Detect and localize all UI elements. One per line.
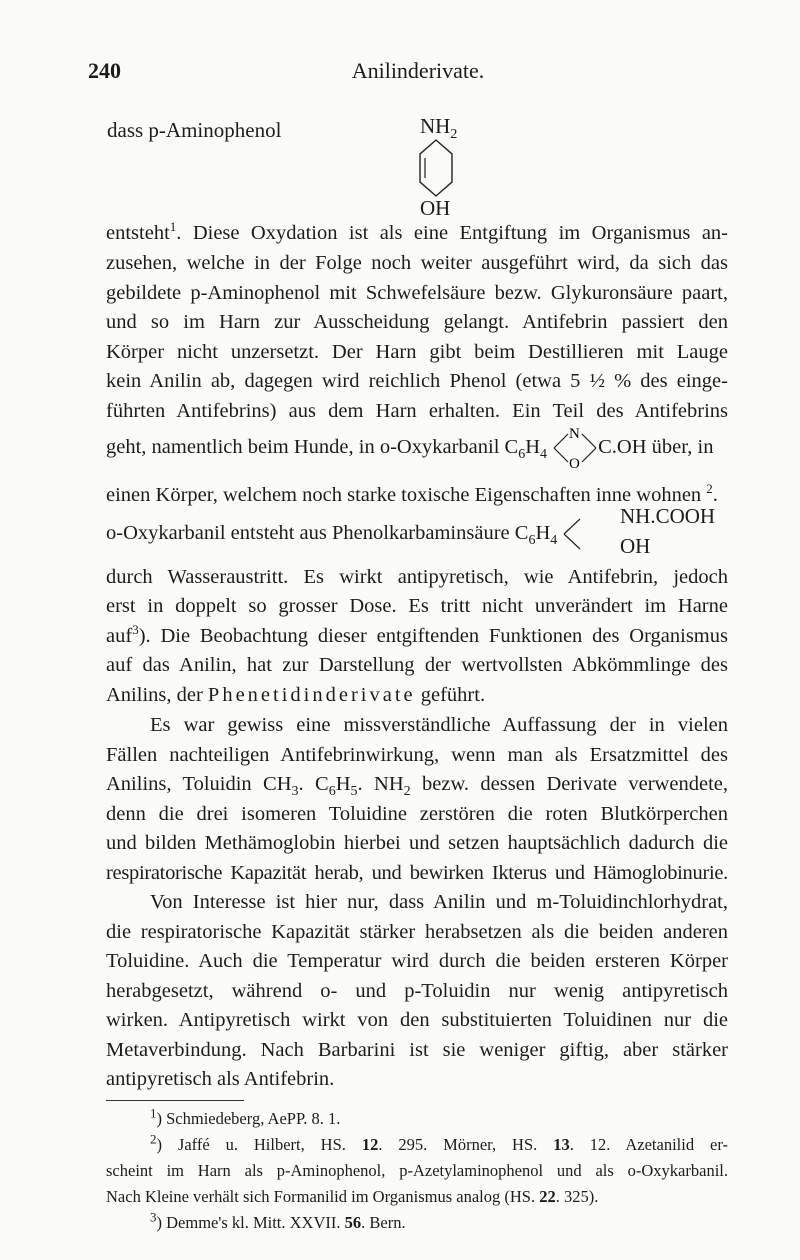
text-line: führten Antifebrins) aus dem Harn erhalten. Ein Teil des Antifebrins [106, 400, 728, 422]
subscript: 5 [350, 784, 358, 800]
text-line: Fällen nachteiligen Antifebrinwirkung, wenn man als Ersatzmittel des [106, 744, 728, 766]
text-line: antipyretisch als Antifebrin. [106, 1068, 335, 1090]
text-fragment: H [335, 773, 351, 795]
benzene-ring-icon [416, 138, 456, 198]
text-line: auf das Anilin, hat zur Darstellung der wertvollsten Abkömmlinge des [106, 654, 728, 676]
text-line: gebildete p-Aminophenol mit Schwefelsäure bezw. Glykuronsäure paart, [106, 282, 728, 304]
text-fragment: . [712, 484, 718, 506]
ring-atom-o: O [569, 456, 580, 471]
footnote-ref: 3 [132, 622, 139, 638]
volume-number: 12 [361, 1135, 379, 1154]
footnote-1 [106, 1106, 728, 1132]
text-line: Toluidine. Auch die Temperatur wird durch die beiden ersteren Körper [106, 950, 728, 972]
subscript: 4 [540, 447, 547, 463]
running-title: Anilinderivate. [351, 58, 485, 83]
text-line: respiratorische Kapazität herab, und bewirken Ikterus und Hämoglobinurie. [106, 862, 728, 884]
text-fragment: H [535, 522, 551, 544]
text-fragment: entsteht [106, 222, 170, 244]
text-fragment: ). Die Beobachtung dieser entgiftenden Funktionen des Organismus [138, 625, 728, 647]
text-line: Von Interesse ist hier nur, dass Anilin und m-Toluidinchlorhydrat, [150, 891, 728, 913]
footnote-text: . 12. Azetanilid er- [569, 1135, 728, 1154]
footnote-rule [106, 1100, 244, 1101]
text-fragment: Anilins, Toluidin CH [106, 773, 292, 795]
text-line: durch Wasseraustritt. Es wirkt antipyretisch, wie Antifebrin, jedoch [106, 566, 728, 588]
subscript: 6 [518, 447, 526, 463]
text-line: die respiratorische Kapazität stärker herabsetzen als die beiden anderen [106, 921, 728, 943]
text-line: herabgesetzt, während o- und p-Toluidin nur wenig antipyretisch [106, 980, 728, 1002]
ring-atom-n: N [569, 426, 580, 443]
subscript: 4 [550, 533, 558, 549]
text-fragment: geführt. [415, 684, 486, 706]
text-line: wirken. Antipyretisch wirkt von den substituierten Toluidinen nur die [106, 1009, 728, 1031]
text-line: zusehen, welche in der Folge noch weiter ausgeführt wird, da sich das [106, 252, 728, 274]
text-line [106, 773, 728, 800]
footnote-text: . 325). [555, 1187, 599, 1206]
footnote-text: ) Jaffé u. Hilbert, HS. [156, 1135, 362, 1154]
footnote-mark: 1 [150, 1105, 157, 1121]
text-line: Körper nicht unzersetzt. Der Harn gibt beim Destillieren mit Lauge [106, 341, 728, 363]
footnote-2 [106, 1132, 728, 1158]
volume-number: 56 [344, 1213, 362, 1232]
text-line: erst in doppelt so grosser Dose. Es tritt nicht unverändert im Harne [106, 595, 728, 617]
text-fragment: . Diese Oxydation ist als eine Entgiftung im Organismus an- [176, 222, 728, 244]
text-fragment: auf [106, 625, 133, 647]
ring-bond-icon [552, 426, 598, 470]
text-fragment: Anilins, der [106, 684, 208, 706]
volume-number: 22 [539, 1187, 556, 1206]
text-fragment: geht, namentlich beim Hunde, in o-Oxykarbanil C [106, 436, 519, 458]
text-fragment: . NH [357, 773, 404, 795]
text-line: und bilden Methämoglobin hierbei und setzen hauptsächlich dadurch die [106, 832, 728, 854]
text-line: Metaverbindung. Nach Barbarini ist sie weniger giftig, aber stärker [106, 1039, 728, 1061]
footnote-mark: 2 [150, 1131, 157, 1147]
text-fragment: . C [298, 773, 329, 795]
text-fragment: einen Körper, welchem noch starke toxische Eigenschaften inne wohnen [106, 484, 702, 506]
footnote-2-cont: scheint im Harn als p-Aminophenol, p-Azetylaminophenol und als o-Oxykarbanil. [106, 1161, 728, 1180]
footnote-text: ) Demme's kl. Mitt. XXVII. [156, 1213, 345, 1232]
text-line: denn die drei isomeren Toluidine zerstören die roten Blutkörperchen [106, 803, 728, 825]
text-line [106, 684, 728, 707]
spaced-emphasis: Phenetidinderivate [207, 684, 416, 706]
intro-text: dass p-Aminophenol [107, 118, 282, 142]
text-line-carbanil [106, 426, 728, 471]
group-top: NH.COOH [620, 504, 716, 528]
text-fragment: o-Oxykarbanil entsteht aus Phenolkarbaminsäure C [106, 522, 529, 544]
volume-number: 13 [553, 1135, 570, 1154]
text-line: kein Anilin ab, dagegen wird reichlich Phenol (etwa 5 ½ % des einge- [106, 370, 728, 392]
footnote-3 [106, 1210, 728, 1236]
text-fragment: C.OH über, in [598, 436, 714, 458]
footnote-mark: 3 [150, 1209, 157, 1225]
footnote-ref: 2 [706, 481, 713, 497]
text-line: Es war gewiss eine missverständliche Auffassung der in vielen [150, 714, 728, 736]
bond-icon [562, 514, 582, 554]
text-line [106, 622, 728, 648]
footnote-text: . Bern. [361, 1213, 406, 1232]
text-fragment: H [525, 436, 540, 458]
amino-label: NH [420, 114, 451, 138]
footnote-text: Nach Kleine verhält sich Formanilid im Organismus analog (HS. [106, 1187, 540, 1206]
page-number: 240 [88, 58, 121, 83]
footnotes [106, 1106, 728, 1236]
structure-hydroxy-group: OH [420, 196, 451, 220]
running-head [88, 58, 728, 86]
subscript: 3 [291, 784, 299, 800]
footnote-text: ) Schmiedeberg, AePP. 8. 1. [156, 1109, 341, 1128]
footnote-text: . 295. Mörner, HS. [378, 1135, 554, 1154]
subscript: 6 [528, 533, 536, 549]
structure-amino-group [420, 114, 458, 143]
text-fragment: bezw. dessen Derivate verwendete, [410, 773, 728, 795]
footnote-2-cont [106, 1184, 728, 1210]
subscript: 2 [403, 784, 411, 800]
footnote-ref: 1 [169, 219, 177, 235]
text-line [106, 219, 728, 245]
text-line: und so im Harn zur Ausscheidung gelangt. Antifebrin passiert den [106, 311, 728, 333]
subscript: 6 [328, 784, 336, 800]
group-bottom: OH [620, 534, 651, 558]
amino-subscript: 2 [450, 127, 458, 143]
